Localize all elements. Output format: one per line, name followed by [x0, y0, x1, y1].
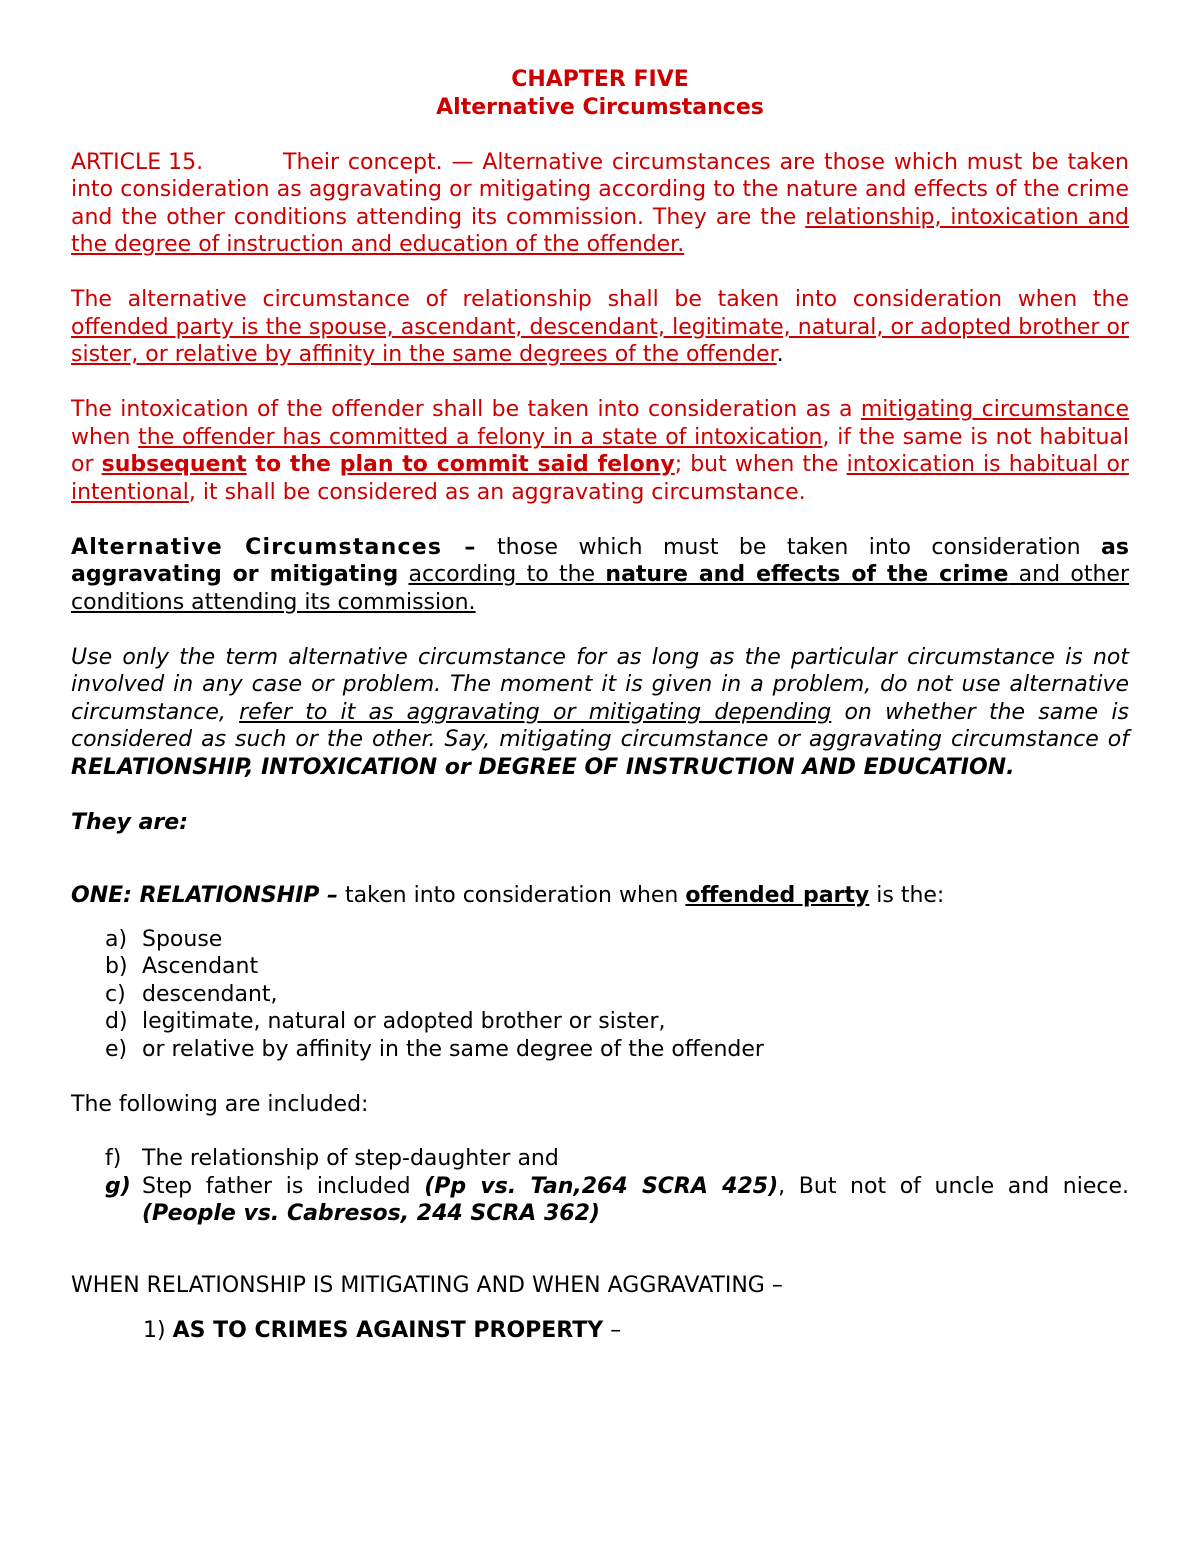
included-g-a: Step father is included	[142, 1173, 425, 1199]
when-heading: WHEN RELATIONSHIP IS MITIGATING AND WHEN AGGRAVATING –	[71, 1272, 783, 1298]
intox-plan: plan to commit said felony	[339, 452, 675, 477]
list-text: descendant,	[142, 981, 278, 1007]
definition-paragraph	[71, 534, 1129, 617]
article-15-paragraph	[71, 149, 1129, 259]
list-item	[71, 926, 1129, 954]
property-label: AS TO CRIMES AGAINST PROPERTY	[172, 1318, 604, 1343]
intox-mitigating: mitigating circumstance	[860, 397, 1130, 422]
definition-e: nature and effects of the crime	[605, 562, 1009, 587]
included-heading: The following are included:	[71, 1091, 369, 1117]
one-label: ONE: RELATIONSHIP –	[71, 883, 339, 908]
list-marker: g)	[105, 1173, 131, 1199]
they-are-heading: They are:	[71, 809, 189, 835]
document-page	[71, 66, 1129, 1345]
list-item	[71, 1008, 1129, 1036]
list-item	[71, 1036, 1129, 1064]
relationship-underlined: offended party is the spouse, ascendant, descendant, legitimate, natural, or adopted brother or sister, or relative by affinity in the same degrees of the offender	[71, 314, 1129, 367]
included-list	[71, 1145, 1129, 1228]
list-item	[71, 953, 1129, 981]
definition-term: Alternative Circumstances –	[71, 534, 477, 560]
property-number: 1)	[143, 1318, 173, 1343]
list-marker: c)	[105, 981, 126, 1007]
list-marker: d)	[105, 1009, 128, 1034]
usage-a: Use only the term alternative circumstance for as long as the particular circumstance is not involved in any case or problem. The moment it is given in a problem, do not use alternative circumstance,	[71, 644, 1129, 725]
list-marker: f)	[105, 1146, 122, 1171]
list-text: The relationship of step-daughter and	[142, 1146, 559, 1171]
intox-habitual: intoxication is habitual or intentional	[71, 452, 1129, 505]
list-item	[71, 1145, 1129, 1173]
intoxication-paragraph	[71, 396, 1129, 506]
relationship-intro: The alternative circumstance of relationship shall be taken into consideration when the	[71, 287, 1129, 312]
chapter-title: Alternative Circumstances	[436, 94, 764, 120]
definition-a: those which must be taken into consideration	[476, 534, 1102, 560]
relationship-period: .	[776, 342, 784, 367]
list-item	[71, 1173, 1129, 1228]
citation-tan: (Pp vs. Tan,264 SCRA 425)	[424, 1173, 779, 1199]
citation-cabresos: (People vs. Cabresos, 244 SCRA 362)	[142, 1201, 600, 1226]
one-relationship-line	[71, 882, 1129, 910]
intox-e: , if the same is not habitual or	[71, 424, 1129, 477]
list-text: Ascendant	[142, 954, 259, 979]
definition-b: as aggravating or mitigating	[71, 534, 1129, 587]
intox-felony-state: the offender has committed a felony in a state of intoxication	[138, 424, 823, 450]
list-text: or relative by affinity in the same degree of the offender	[142, 1036, 764, 1062]
list-marker: a)	[105, 926, 128, 952]
property-heading	[71, 1317, 1129, 1345]
definition-f: and other conditions attending its commission.	[71, 562, 1129, 615]
list-item	[71, 981, 1129, 1009]
usage-note-paragraph	[71, 644, 1129, 782]
definition-d: according to the	[408, 562, 606, 587]
intox-k: , it shall be considered as an aggravating circumstance.	[188, 479, 806, 505]
one-a: taken into consideration when	[338, 883, 686, 908]
usage-c: on whether the same is considered as such or the other. Say, mitigating circumstance or aggravating circumstance of	[71, 699, 1129, 752]
intox-c: when	[71, 424, 139, 450]
definition-space	[398, 562, 408, 587]
property-dash: –	[603, 1318, 622, 1343]
intox-to-the: to the	[246, 452, 340, 477]
intox-i: ; but when the	[674, 452, 847, 477]
one-offended-party: offended party	[685, 883, 870, 908]
relationship-paragraph	[71, 286, 1129, 369]
article-text: Their concept. — Alternative circumstances are those which must be taken into consideration as aggravating or mitigating according to the nature and effects of the crime and the other conditions attending its commission. They are the	[71, 149, 1129, 230]
relations-list	[71, 926, 1129, 1064]
article-enumeration: relationship, intoxication and the degree of instruction and education of the offender.	[71, 204, 1130, 257]
list-text: Spouse	[142, 926, 223, 952]
intox-subsequent: subsequent	[101, 452, 247, 477]
chapter-heading: CHAPTER FIVE	[511, 67, 689, 92]
list-text: legitimate, natural or adopted brother or sister,	[142, 1009, 666, 1034]
usage-d: RELATIONSHIP, INTOXICATION or DEGREE OF INSTRUCTION AND EDUCATION.	[71, 754, 1015, 780]
article-label: ARTICLE 15.	[71, 149, 204, 175]
intox-a: The intoxication of the offender shall be taken into consideration as a	[71, 397, 861, 422]
usage-b: refer to it as aggravating or mitigating depending	[239, 699, 832, 725]
included-g-c: , But not of uncle and niece.	[778, 1173, 1129, 1199]
list-marker: b)	[105, 954, 128, 979]
list-marker: e)	[105, 1036, 128, 1062]
one-c: is the:	[869, 883, 945, 908]
